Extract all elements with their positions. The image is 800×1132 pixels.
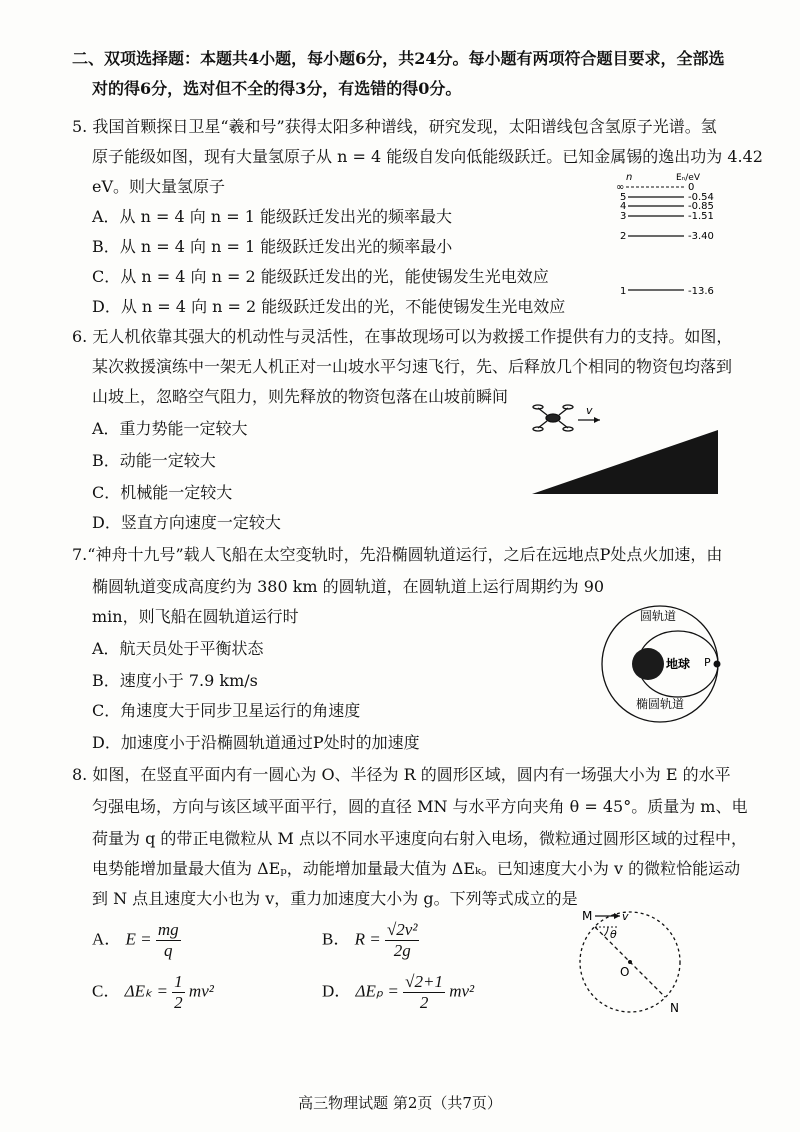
q8-option-c-num: 1 <box>174 972 183 991</box>
earth <box>632 648 664 680</box>
q8-option-c-lhs: ΔEₖ = <box>124 981 168 1001</box>
m-label: M <box>582 909 593 923</box>
q8-stem-line5: 到 N 点且速度大小也为 v，重力加速度大小为 g。下列等式成立的是 <box>92 889 578 908</box>
circle-field-diagram <box>570 898 700 1026</box>
q7-option-c: C．角速度大于同步卫星运行的角速度 <box>92 701 361 720</box>
point-p <box>714 661 721 668</box>
q6-option-d: D．竖直方向速度一定较大 <box>92 513 281 532</box>
theta-arc <box>604 927 608 936</box>
theta-label: θ <box>610 928 617 941</box>
q7-option-a: A．航天员处于平衡状态 <box>92 639 264 658</box>
level-n-1: 1 <box>620 286 627 297</box>
q8-option-d-fraction <box>403 972 445 1013</box>
q5-stem-line1: 5. 我国首颗探日卫星“羲和号”获得太阳多种谱线，研究发现，太阳谱线包含氢原子光谱。氢 <box>72 117 717 136</box>
q7-stem-line1: 7.“神舟十九号”载人飞船在太空变轨时，先沿椭圆轨道运行，之后在远地点P处点火加速，由 <box>72 545 723 564</box>
slope <box>532 430 718 494</box>
q8-stem-line3: 荷量为 q 的带正电微粒从 M 点以不同水平速度向右射入电场，微粒通过圆形区域的过程中， <box>92 829 747 848</box>
center-point <box>628 960 632 964</box>
q8-option-a-num: mg <box>157 920 179 939</box>
p-label: P <box>704 656 711 669</box>
o-label: O <box>620 965 630 979</box>
q6-option-c: C．机械能一定较大 <box>92 483 233 502</box>
drone-icon <box>533 405 573 431</box>
q6-stem-line2: 某次救援演练中一架无人机正对一山坡水平匀速飞行，先、后释放几个相同的物资包均落到 <box>92 357 733 376</box>
level-e-1: -13.6 <box>688 286 714 297</box>
q8-option-b-fraction <box>385 920 419 961</box>
energy-level-diagram <box>612 168 732 298</box>
q8-option-d-den: 2 <box>419 993 429 1012</box>
level-e-5: -0.54 <box>688 192 714 203</box>
level-header-e: Eₙ/eV <box>676 173 700 183</box>
q8-option-d-lhs: ΔEₚ = <box>355 981 399 1001</box>
q8-option-b-num: √2v² <box>386 920 418 939</box>
q8-option-a-lhs: E = <box>125 929 152 949</box>
level-e-2: -3.40 <box>688 231 714 242</box>
q8-option-a <box>92 920 181 961</box>
q8-option-c-den: 2 <box>174 993 183 1012</box>
level-n-inf: ∞ <box>616 182 625 193</box>
q8-option-d-rhs: mv² <box>449 981 475 1001</box>
level-n-4: 4 <box>620 201 627 212</box>
q5-option-a: A．从 n = 4 向 n = 1 能级跃迁发出光的频率最大 <box>92 207 453 226</box>
q8-option-c-fraction <box>172 972 185 1013</box>
q7-stem-line3: min，则飞船在圆轨道运行时 <box>92 607 299 626</box>
q8-option-c-label: C． <box>92 981 121 1001</box>
q8-stem-line2: 匀强电场，方向与该区域平面平行，圆的直径 MN 与水平方向夹角 θ = 45°。质量为 m、电 <box>92 797 748 816</box>
n-label: N <box>670 1001 679 1015</box>
q8-option-a-den: q <box>164 941 173 960</box>
q8-option-c <box>92 972 214 1013</box>
velocity-arrowhead-m <box>614 913 620 919</box>
earth-label: 地球 <box>666 657 691 671</box>
drone-slope-diagram <box>528 394 724 496</box>
page-footer: 高三物理试题 第2页（共7页） <box>298 1094 502 1112</box>
level-e-3: -1.51 <box>688 211 714 222</box>
level-n-2: 2 <box>620 231 627 242</box>
q8-option-a-fraction <box>156 920 181 961</box>
q8-option-b-label: B． <box>322 929 351 949</box>
level-e-4: -0.85 <box>688 201 714 212</box>
velocity-label: v <box>586 404 593 417</box>
q8-option-d-label: D． <box>322 981 352 1001</box>
level-e-inf: 0 <box>688 182 695 193</box>
q5-stem-line3: eV。则大量氢原子 <box>92 177 226 196</box>
q7-option-b: B．速度小于 7.9 km/s <box>92 671 258 690</box>
q8-option-a-label: A． <box>92 929 122 949</box>
section-title-line2: 对的得6分，选对但不全的得3分，有选错的得0分。 <box>92 79 462 98</box>
q8-option-d <box>322 972 474 1013</box>
v-label: v <box>622 910 629 923</box>
velocity-arrowhead <box>594 417 600 423</box>
level-n-5: 5 <box>620 192 627 203</box>
q7-option-d: D．加速度小于沿椭圆轨道通过P处时的加速度 <box>92 733 420 752</box>
q8-stem-line4: 电势能增加量最大值为 ΔEₚ，动能增加量最大值为 ΔEₖ。已知速度大小为 v 的微粒恰能运动 <box>92 859 741 878</box>
q8-option-c-rhs: mv² <box>188 981 214 1001</box>
q8-option-d-num: √2+1 <box>405 972 443 991</box>
level-n-3: 3 <box>620 211 627 222</box>
q5-option-c: C．从 n = 4 向 n = 2 能级跃迁发出的光，能使锡发生光电效应 <box>92 267 549 286</box>
ellipse-orbit-label: 椭圆轨道 <box>636 697 685 711</box>
q6-option-b: B．动能一定较大 <box>92 451 216 470</box>
q5-option-d: D．从 n = 4 向 n = 2 能级跃迁发出的光，不能使锡发生光电效应 <box>92 297 566 316</box>
q7-stem-line2: 椭圆轨道变成高度约为 380 km 的圆轨道，在圆轨道上运行周期约为 90 <box>92 577 605 596</box>
q5-option-b: B．从 n = 4 向 n = 1 能级跃迁发出光的频率最小 <box>92 237 453 256</box>
q6-stem-line1: 6. 无人机依靠其强大的机动性与灵活性，在事故现场可以为救援工作提供有力的支持。如图， <box>72 327 733 346</box>
q8-stem-line1: 8. 如图，在竖直平面内有一圆心为 O、半径为 R 的圆形区域，圆内有一场强大小为 E 的水平 <box>72 765 731 784</box>
q8-option-b-den: 2g <box>393 941 411 960</box>
q8-option-b-lhs: R = <box>354 929 381 949</box>
orbit-diagram <box>600 596 730 732</box>
section-title-line1: 二、双项选择题：本题共4小题，每小题6分，共24分。每小题有两项符合题目要求，全部选 <box>72 49 725 68</box>
q5-stem-line2: 原子能级如图，现有大量氢原子从 n = 4 能级自发向低能级跃迁。已知金属锡的逸出功为 4.42 <box>92 147 763 166</box>
q6-option-a: A．重力势能一定较大 <box>92 419 248 438</box>
q8-option-b <box>322 920 419 961</box>
level-header-n: n <box>626 172 633 183</box>
q6-stem-line3: 山坡上，忽略空气阻力，则先释放的物资包落在山坡前瞬间 <box>92 387 509 406</box>
circle-orbit-label: 圆轨道 <box>640 609 677 623</box>
